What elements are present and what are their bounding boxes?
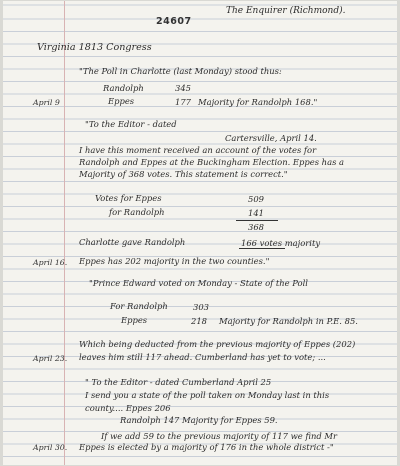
margin-date-april-16: April 16. <box>33 258 68 267</box>
to-editor-2: " To the Editor - dated Cumberland April 25 <box>85 377 272 387</box>
notebook-page <box>3 1 397 465</box>
pe-randolph-num: 303 <box>193 302 209 312</box>
which-line-b: leaves him still 117 ahead. Cumberland has yet to vote; ... <box>79 352 326 362</box>
send-line-a: I send you a state of the poll taken on Monday last in this <box>85 390 330 400</box>
randolph-name: Randolph <box>103 83 144 93</box>
pe-eppes: Eppes <box>121 315 148 325</box>
letter-1-line-b: Randolph and Eppes at the Buckingham Election. Eppes has a <box>79 157 345 167</box>
which-line-a: Which being deducted from the previous majority of Eppes (202) <box>79 339 356 349</box>
letter-1-line-c: Majority of 368 votes. This statement is correct." <box>79 169 288 179</box>
page-title: Virginia 1813 Congress <box>37 42 152 53</box>
dateline-1: Cartersville, April 14. <box>225 133 317 143</box>
eppes-name: Eppes <box>108 96 135 106</box>
margin-rule <box>64 1 65 465</box>
send-line-c: Randolph 147 Majority for Eppes 59. <box>120 415 278 425</box>
votes-for-eppes-num: 509 <box>248 194 264 204</box>
poll-intro: "The Poll in Charlotte (last Monday) stood thus: <box>79 66 282 76</box>
eppes-votes: 177 <box>175 97 191 107</box>
send-line-b: county.... Eppes 206 <box>85 403 171 413</box>
to-editor-1: "To the Editor - dated <box>85 119 177 129</box>
prince-edward: "Prince Edward voted on Monday - State of the Poll <box>89 278 308 288</box>
apr16-line: Eppes has 202 majority in the two counties." <box>79 256 270 266</box>
margin-date-april-23: April 23. <box>33 354 68 363</box>
result-underline <box>239 248 285 249</box>
margin-date-april-9: April 9 <box>33 98 60 107</box>
randolph-votes: 345 <box>175 83 191 93</box>
letter-1-line-a: I have this moment received an account of the votes for <box>79 145 317 155</box>
stamp-number: 24607 <box>156 16 192 27</box>
pe-randolph: For Randolph <box>110 301 168 311</box>
pe-eppes-num: 218 <box>191 316 207 326</box>
final-line-a: If we add 59 to the previous majority of 117 we find Mr <box>101 431 337 441</box>
for-randolph-num: 141 <box>248 208 264 218</box>
final-line-b: Eppes is elected by a majority of 176 in the whole district -" <box>79 442 334 452</box>
sum-rule-1 <box>236 220 278 221</box>
charlotte-gave: Charlotte gave Randolph <box>79 237 186 247</box>
votes-for-eppes: Votes for Eppes <box>95 193 162 203</box>
difference-num: 368 <box>248 222 264 232</box>
for-randolph: for Randolph <box>109 207 165 217</box>
source-label: The Enquirer (Richmond). <box>226 6 346 16</box>
charlotte-result: 166 votes majority <box>241 238 321 248</box>
margin-date-april-30: April 30. <box>33 443 68 452</box>
majority-line-1: Majority for Randolph 168." <box>198 97 318 107</box>
pe-majority: Majority for Randolph in P.E. 85. <box>219 316 358 326</box>
